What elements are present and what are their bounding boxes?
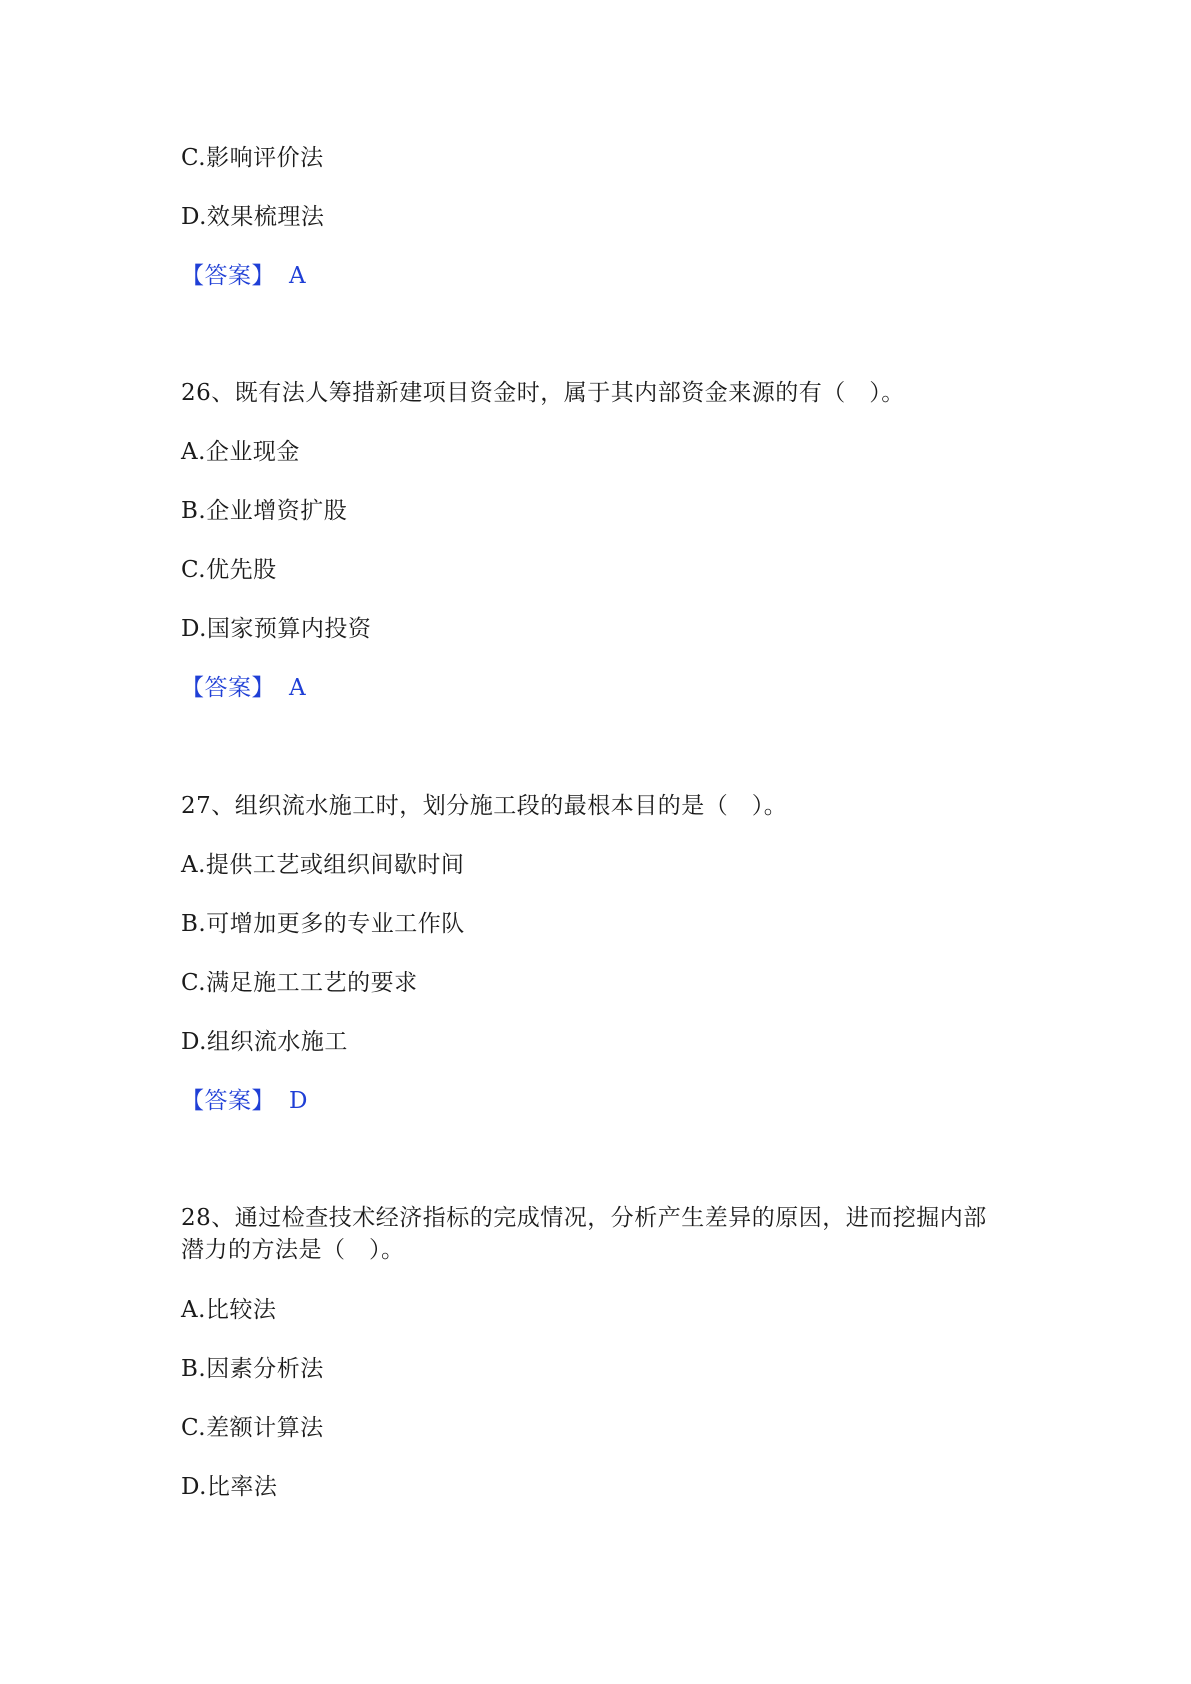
option-a: A.提供工艺或组织间歇时间 <box>181 852 465 878</box>
option-c: C.优先股 <box>181 557 277 583</box>
answer-label: 【答案】 <box>181 1088 275 1114</box>
answer-line <box>181 261 306 291</box>
question-27: 27、组织流水施工时，划分施工段的最根本目的是（ ）。 <box>181 793 788 819</box>
answer-value: A <box>289 263 307 289</box>
answer-value: A <box>289 675 307 701</box>
answer-line <box>181 673 306 703</box>
option-c: C.差额计算法 <box>181 1415 324 1441</box>
answer-label: 【答案】 <box>181 263 275 289</box>
option-b: B.可增加更多的专业工作队 <box>181 911 465 937</box>
option-b: B.因素分析法 <box>181 1356 324 1382</box>
option-d: D.组织流水施工 <box>181 1029 348 1055</box>
answer-line <box>181 1086 308 1116</box>
answer-value: D <box>289 1088 308 1114</box>
option-d: D.效果梳理法 <box>181 204 325 230</box>
option-b: B.企业增资扩股 <box>181 498 348 524</box>
question-28-line-1: 28、通过检查技术经济指标的完成情况，分析产生差异的原因，进而挖掘内部 <box>181 1205 987 1231</box>
option-a: A.比较法 <box>181 1297 277 1323</box>
option-a: A.企业现金 <box>181 439 300 465</box>
question-26: 26、既有法人筹措新建项目资金时，属于其内部资金来源的有（ ）。 <box>181 380 905 406</box>
option-d: D.国家预算内投资 <box>181 616 372 642</box>
option-c: C.满足施工工艺的要求 <box>181 970 418 996</box>
option-c: C.影响评价法 <box>181 145 324 171</box>
question-28-line-2: 潜力的方法是（ ）。 <box>181 1237 405 1263</box>
answer-label: 【答案】 <box>181 675 275 701</box>
option-d: D.比率法 <box>181 1474 278 1500</box>
